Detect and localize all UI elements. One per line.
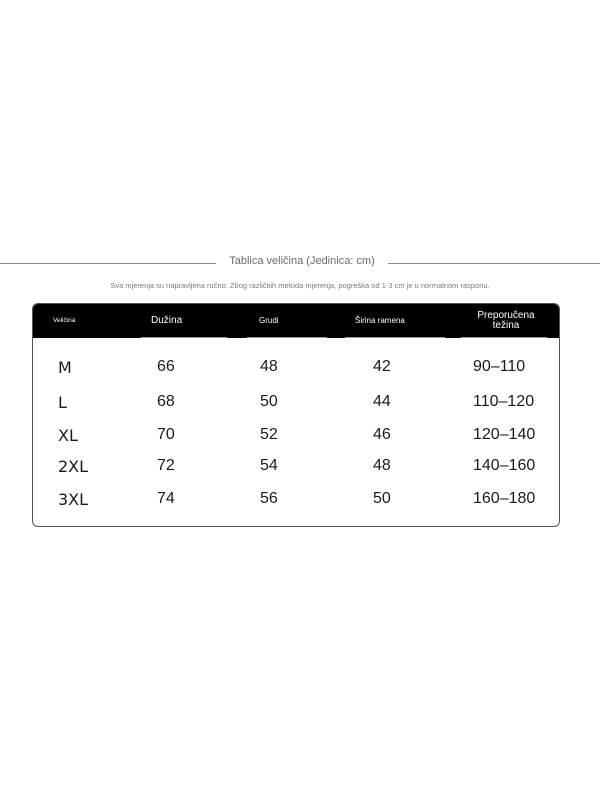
size-cell: M	[58, 357, 72, 377]
length-cell: 70	[157, 426, 175, 443]
header-underline	[247, 337, 327, 338]
chest-cell: 50	[260, 393, 278, 410]
header-underline	[345, 337, 445, 338]
shoulder-cell: 44	[373, 393, 391, 410]
length-cell: 72	[157, 457, 175, 474]
title-rule-right	[388, 263, 600, 264]
header-chest: Grudi	[259, 315, 279, 325]
header-underline	[141, 337, 227, 338]
weight-cell: 110–120	[473, 393, 535, 410]
table-row	[33, 352, 559, 382]
header-size: Veličina	[53, 316, 76, 324]
length-cell: 66	[157, 358, 175, 375]
header-weight: Preporučena težina	[477, 309, 535, 331]
chest-cell: 52	[260, 426, 278, 443]
size-cell: XL	[58, 425, 78, 445]
chest-cell: 54	[260, 457, 278, 474]
title-row	[0, 253, 600, 273]
weight-cell: 160–180	[473, 490, 536, 507]
table-row	[33, 420, 559, 450]
table-row	[33, 484, 559, 514]
size-table	[32, 303, 560, 527]
shoulder-cell: 50	[373, 490, 391, 507]
measurement-note: Sva mjerenja su napravljena ručno. Zbog različitih metoda mjerenja, pogreška od 1-3 cm je u normalnom rasponu.	[110, 281, 490, 290]
weight-cell: 140–160	[473, 457, 536, 474]
size-cell: 2XL	[58, 456, 89, 476]
title-rule-left	[0, 263, 216, 264]
chest-cell: 48	[260, 358, 278, 375]
weight-cell: 120–140	[473, 426, 536, 443]
length-cell: 68	[157, 393, 175, 410]
shoulder-cell: 48	[373, 457, 391, 474]
header-underline	[461, 337, 547, 338]
length-cell: 74	[157, 490, 175, 507]
size-cell: 3XL	[58, 489, 89, 509]
header-shoulder: Širina ramena	[355, 315, 405, 325]
shoulder-cell: 46	[373, 426, 391, 443]
weight-cell: 90–110	[473, 358, 526, 375]
table-row	[33, 451, 559, 481]
chest-cell: 56	[260, 490, 278, 507]
table-header	[33, 304, 559, 338]
shoulder-cell: 42	[373, 358, 391, 375]
table-row	[33, 387, 559, 417]
header-length: Dužina	[151, 314, 183, 326]
size-cell: L	[58, 392, 67, 412]
page-title: Tablica veličina (Jedinica: cm)	[229, 255, 375, 267]
